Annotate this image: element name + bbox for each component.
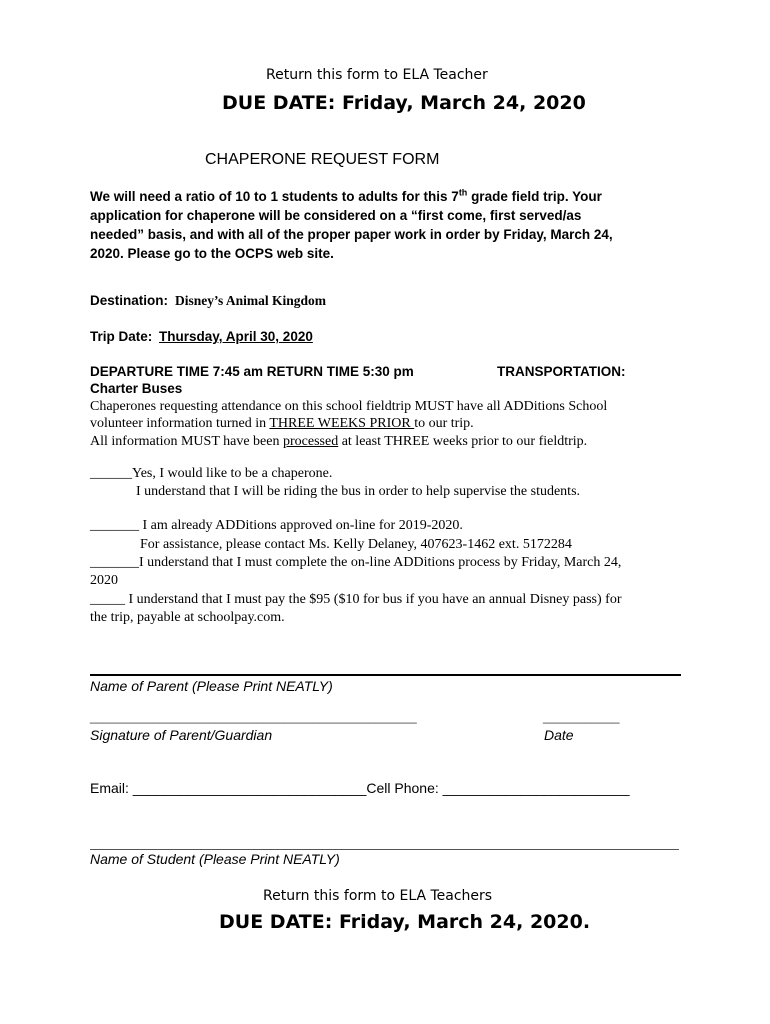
- intro-superscript: th: [458, 187, 468, 198]
- transportation-label: TRANSPORTATION:: [497, 364, 626, 379]
- departure-return-time: DEPARTURE TIME 7:45 am RETURN TIME 5:30 pm: [90, 364, 414, 379]
- intro-line-4: 2020. Please go to the OCPS web site.: [90, 246, 334, 261]
- payment-line[interactable]: _____ I understand that I must pay the $95 ($10 for bus if you have an annual Disney pass) for: [90, 592, 622, 607]
- due-date-header: DUE DATE: Friday, March 24, 2020: [222, 92, 586, 114]
- requirements-line-2-b: to our trip.: [414, 416, 474, 431]
- requirements-line-3: [90, 434, 587, 450]
- return-note-footer: Return this form to ELA Teachers: [263, 888, 493, 904]
- intro-line-1-b: grade field trip. Your: [467, 189, 602, 204]
- signature-input-line[interactable]: _______________________________________________: [90, 710, 417, 724]
- destination-label: Destination:: [90, 293, 169, 308]
- requirements-line-2: [90, 416, 474, 432]
- assistance-line: For assistance, please contact Ms. Kelly Delaney, 407623-1462 ext. 5172284: [140, 537, 572, 552]
- bus-supervise-line: I understand that I will be riding the bus in order to help supervise the students.: [136, 484, 581, 499]
- requirements-line-1: Chaperones requesting attendance on this school fieldtrip MUST have all ADDitions School: [90, 399, 608, 414]
- form-title: CHAPERONE REQUEST FORM: [205, 151, 440, 168]
- parent-name-input-line[interactable]: [90, 674, 681, 676]
- date-input-line[interactable]: ___________: [543, 710, 620, 724]
- three-weeks-prior: THREE WEEKS PRIOR: [269, 416, 415, 431]
- requirements-line-2-a: volunteer information turned in: [90, 416, 270, 431]
- signature-label: Signature of Parent/Guardian: [90, 727, 273, 743]
- date-label: Date: [544, 727, 574, 743]
- email-cell-phone-line[interactable]: Email: ______________________________Cell Phone: ________________________: [90, 780, 630, 796]
- requirements-line-3-b: at least THREE weeks prior to our fieldtrip.: [338, 434, 588, 449]
- student-name-label: Name of Student (Please Print NEATLY): [90, 851, 340, 867]
- parent-name-label: Name of Parent (Please Print NEATLY): [90, 678, 333, 694]
- trip-date-row: [90, 329, 313, 344]
- approved-line[interactable]: _______ I am already ADDitions approved on-line for 2019-2020.: [90, 518, 463, 533]
- due-date-footer: DUE DATE: Friday, March 24, 2020.: [219, 911, 591, 933]
- intro-line-1: [90, 189, 602, 204]
- trip-date-label: Trip Date:: [90, 329, 153, 344]
- return-note: Return this form to ELA Teacher: [266, 67, 488, 83]
- processed-word: processed: [283, 434, 339, 449]
- intro-line-1-a: We will need a ratio of 10 to 1 students to adults for this 7: [90, 189, 459, 204]
- payment-line-2: the trip, payable at schoolpay.com.: [90, 610, 285, 625]
- complete-process-line[interactable]: _______I understand that I must complete the on-line ADDitions process by Friday, March 24,: [90, 555, 622, 570]
- trip-date-value: Thursday, April 30, 2020: [159, 329, 313, 344]
- complete-process-year: 2020: [90, 573, 118, 588]
- destination-row: [90, 292, 326, 310]
- transportation-value: Charter Buses: [90, 381, 183, 396]
- intro-line-2: application for chaperone will be considered on a “first come, first served/as: [90, 208, 582, 223]
- destination-value: Disney’s Animal Kingdom: [175, 293, 327, 308]
- yes-chaperone-line[interactable]: ______Yes, I would like to be a chaperone.: [90, 466, 333, 481]
- student-name-input-line[interactable]: [90, 849, 679, 850]
- intro-line-3: needed” basis, and with all of the proper paper work in order by Friday, March 24,: [90, 227, 613, 242]
- requirements-line-3-a: All information MUST have been: [90, 434, 283, 449]
